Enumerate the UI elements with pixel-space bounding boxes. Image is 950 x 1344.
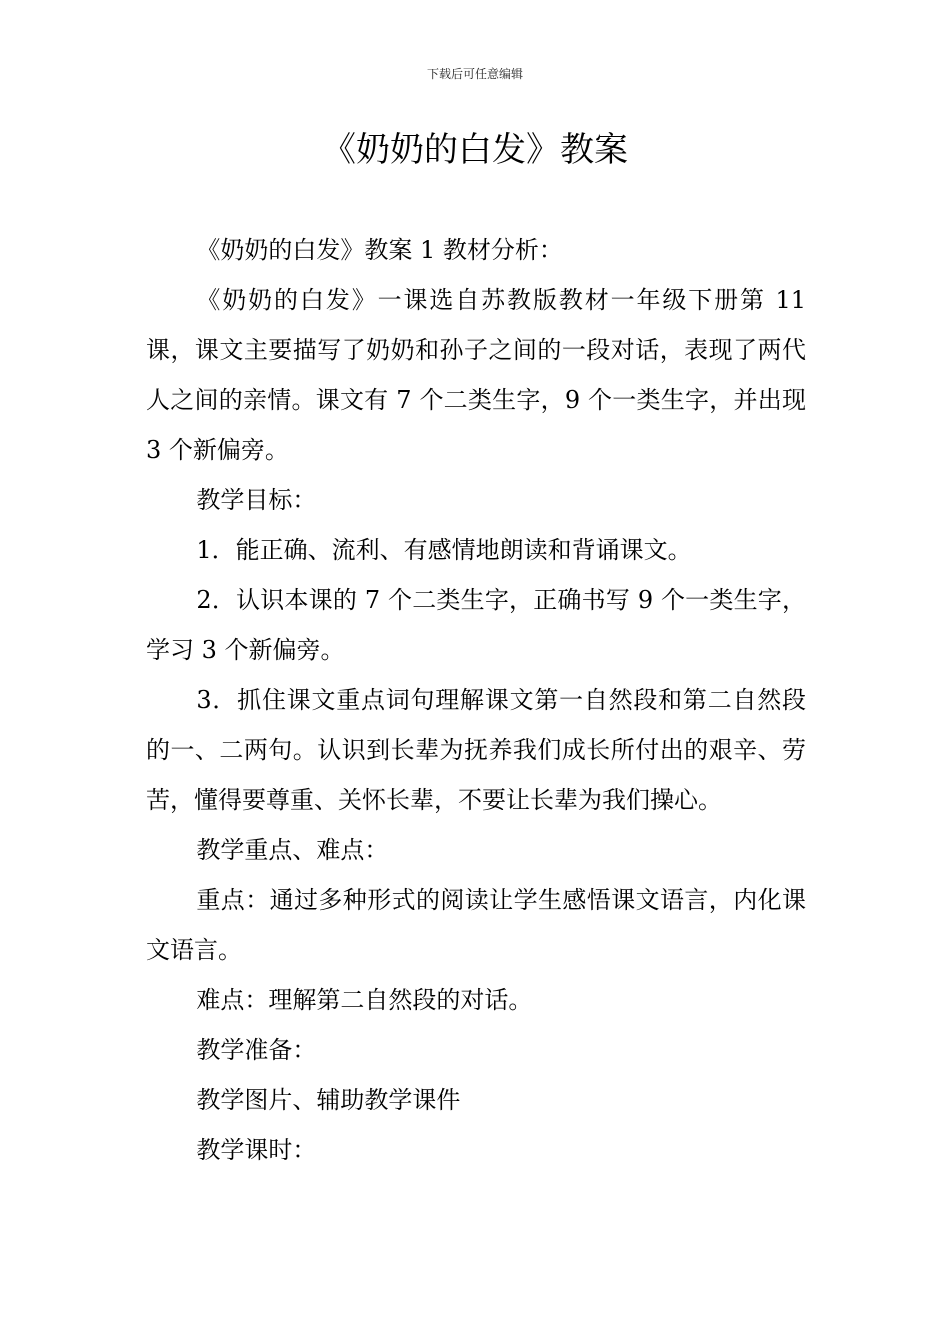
paragraph-section-heading: 《奶奶的白发》教案 1 教材分析： [196, 236, 563, 264]
paragraph-class-hours-heading: 教学课时： [196, 1136, 317, 1164]
paragraph-material-analysis: 《奶奶的白发》一课选自苏教版教材一年级下册第 11 课，课文主要描写了奶奶和孙子之间的一段对话，表现了两代人之间的亲情。课文有 7 个二类生字，9 个一类生字，并出现 3 个新偏旁。 [146, 286, 806, 464]
paragraph-key-points-heading: 教学重点、难点： [196, 836, 389, 864]
paragraph-preparation-heading: 教学准备： [196, 1036, 317, 1064]
header-note: 下载后可任意编辑 [426, 67, 523, 81]
paragraph-key-point: 重点：通过多种形式的阅读让学生感悟课文语言，内化课文语言。 [146, 886, 806, 964]
paragraph-teaching-goals-heading: 教学目标： [196, 486, 317, 514]
paragraph-goal-1: 1．能正确、流利、有感情地朗读和背诵课文。 [196, 536, 692, 564]
paragraph-goal-2: 2．认识本课的 7 个二类生字，正确书写 9 个一类生字，学习 3 个新偏旁。 [146, 586, 806, 664]
document-body [146, 225, 806, 1175]
paragraph-difficulty: 难点：理解第二自然段的对话。 [196, 986, 533, 1014]
document-title: 《奶奶的白发》教案 [322, 130, 628, 170]
paragraph-goal-3: 3．抓住课文重点词句理解课文第一自然段和第二自然段的一、二两句。认识到长辈为抚养我们成长所付出的艰辛、劳苦，懂得要尊重、关怀长辈，不要让长辈为我们操心。 [146, 686, 806, 814]
paragraph-preparation: 教学图片、辅助教学课件 [196, 1086, 461, 1114]
